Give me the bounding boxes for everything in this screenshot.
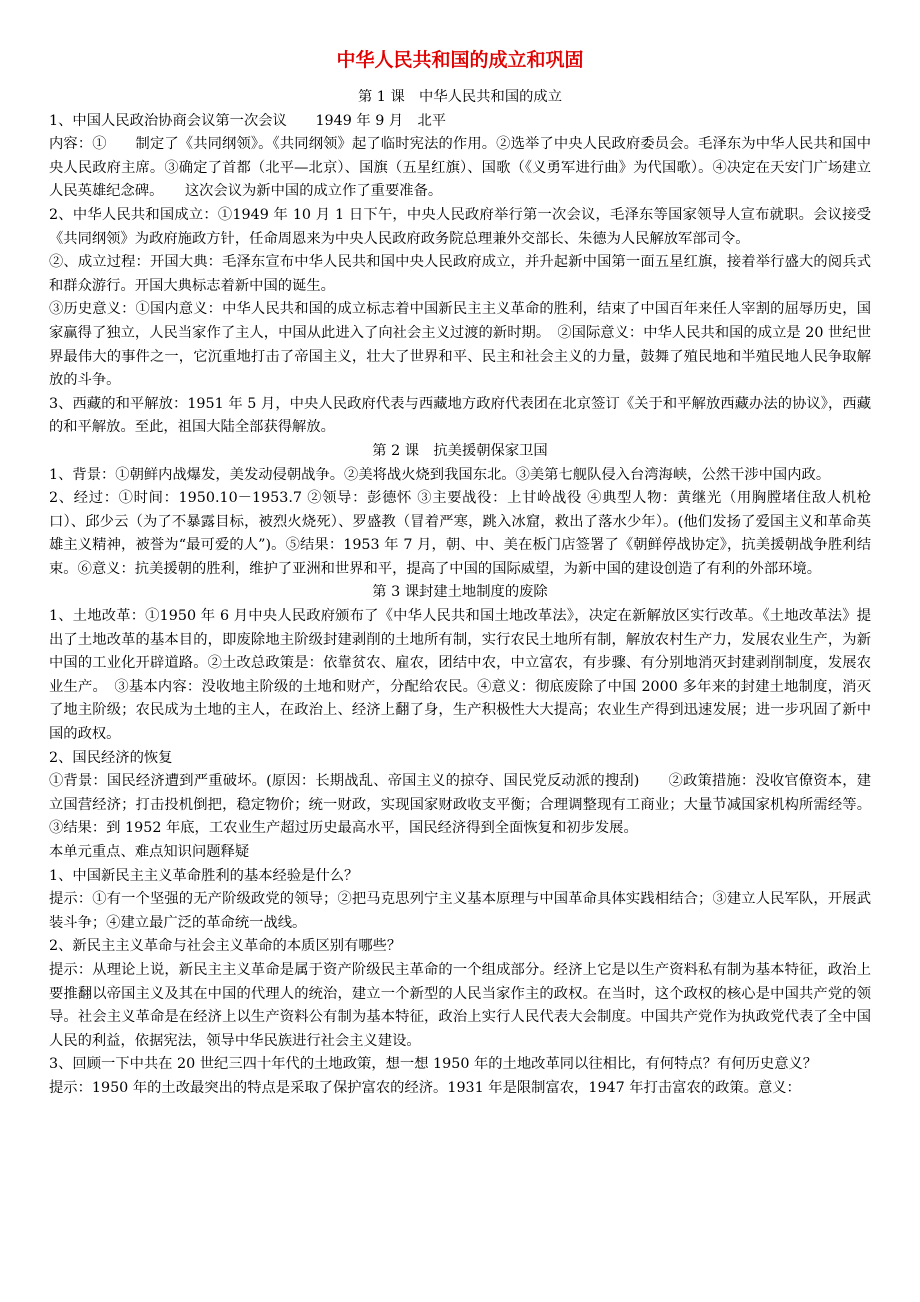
paragraph: 2、经过：①时间：1950.10－1953.7 ②领导：彭德怀 ③主要战役：上甘岭战役 ④典型人物：黄继光（用胸膛堵住敌人机枪口）、邱少云（为了不暴露目标，被烈火烧死）、罗盛教（冒着严寒，跳入冰窟，救出了落水少年）。(他们发扬了爱国主义和革命英雄主义精神，被誉为“最可爱的人”)。⑤结果：1953 年 7 月，朝、中、美在板门店签署了《朝鲜停战协定》，抗美援朝战争胜利结束。⑥意义：抗美援朝的胜利，维护了亚洲和世界和平，提高了中国的国际威望，为新中国的建设创造了有利的外部环境。 bbox=[49, 490, 871, 577]
paragraph: ③历史意义：①国内意义：中华人民共和国的成立标志着中国新民主主义革命的胜利，结束了中国百年来任人宰割的屈辱历史，国家赢得了独立，人民当家作了主人，中国从此进入了向社会主义过渡的新时期。 ②国际意义：中华人民共和国的成立是 20 世纪世界最伟大的事件之一，它沉重地打击了帝国主义，壮大了世界和平、民主和社会主义的力量，鼓舞了殖民地和半殖民地人民争取解放的斗争。 bbox=[49, 301, 871, 389]
paragraph: 2、中华人民共和国成立：①1949 年 10 月 1 日下午，中央人民政府举行第一次会议，毛泽东等国家领导人宣布就职。会议接受《共同纲领》为政府施政方针，任命周恩来为中央人民政府政务院总理兼外交部长、朱德为人民解放军部司令。 bbox=[49, 206, 871, 247]
answer: 提示：①有一个坚强的无产阶级政党的领导；②把马克思列宁主义基本原理与中国革命具体实践相结合；③建立人民军队，开展武装斗争；④建立最广泛的革命统一战线。 bbox=[49, 891, 871, 931]
document-title: 中华人民共和国的成立和巩固 bbox=[336, 49, 584, 71]
section-heading: 本单元重点、难点知识问题释疑 bbox=[49, 844, 250, 860]
lesson-1-heading: 第 1 课 中华人民共和国的成立 bbox=[357, 89, 563, 105]
paragraph: ②、成立过程：开国大典：毛泽东宣布中华人民共和国中央人民政府成立，并升起新中国第一面五星红旗，接着举行盛大的阅兵式和群众游行。开国大典标志着新中国的诞生。 bbox=[49, 254, 871, 294]
document-body bbox=[49, 86, 871, 1101]
answer: 提示：从理论上说，新民主主义革命是属于资产阶级民主革命的一个组成部分。经济上它是以生产资料私有制为基本特征，政治上要推翻以帝国主义及其在中国的代理人的统治，建立一个新型的人民当家作主的政权。在当时，这个政权的核心是中国共产党的领导。社会主义革命是在经济上以生产资料公有制为基本特征，政治上实行人民代表大会制度。中国共产党作为执政党代表了全中国人民的利益，依据宪法，领导中华民族进行社会主义建设。 bbox=[49, 961, 871, 1049]
paragraph: 1、背景：①朝鲜内战爆发，美发动侵朝战争。②美将战火烧到我国东北。③美第七舰队侵入台湾海峡，公然干涉中国内政。 bbox=[49, 466, 831, 483]
paragraph: 1、土地改革：①1950 年 6 月中央人民政府颁布了《中华人民共和国土地改革法》，决定在新解放区实行改革。《土地改革法》提出了土地改革的基本目的，即废除地主阶级封建剥削的土地所有制，实行农民土地所有制，解放农村生产力，发展农业生产，为新中国的工业化开辟道路。②土改总政策是：依靠贫农、雇农，团结中农，中立富农，有步骤、有分别地消灭封建剥削制度，发展农业生产。 ③基本内容：没收地主阶级的土地和财产，分配给农民。④意义：彻底废除了中国 2000 多年来的封建土地制度，消灭了地主阶级；农民成为土地的主人，在政治上、经济上翻了身，生产积极性大大提高；农业生产得到迅速发展；进一步巩固了新中国的政权。 bbox=[49, 608, 871, 743]
question: 1、中国新民主主义革命胜利的基本经验是什么？ bbox=[49, 867, 359, 884]
paragraph: ①背景：国民经济遭到严重破坏。(原因：长期战乱、帝国主义的掠夺、国民党反动派的搜刮) ②政策措施：没收官僚资本，建立国营经济；打击投机倒把，稳定物价；统一财政，实现国家财政收支平衡；合理调整现有工商业；大量节减国家机构所需经等。③结果：到 1952 年底，工农业生产超过历史最高水平，国民经济得到全面恢复和初步发展。 bbox=[49, 773, 871, 837]
question: 3、回顾一下中共在 20 世纪三四十年代的土地政策，想一想 1950 年的土地改革同以往相比，有何特点？有何历史意义？ bbox=[49, 1056, 818, 1073]
lesson-3-heading: 第 3 课封建土地制度的废除 bbox=[372, 584, 548, 601]
answer: 提示：1950 年的土改最突出的特点是采取了保护富农的经济。1931 年是限制富农，1947 年打击富农的政策。意义： bbox=[49, 1079, 801, 1096]
paragraph: 3、西藏的和平解放：1951 年 5 月，中央人民政府代表与西藏地方政府代表团在北京签订《关于和平解放西藏办法的协议》，西藏的和平解放。至此，祖国大陆全部获得解放。 bbox=[49, 395, 871, 436]
paragraph: 内容：① 制定了《共同纲领》。《共同纲领》起了临时宪法的作用。②选举了中央人民政府委员会。毛泽东为中华人民共和国中央人民政府主席。③确定了首都（北平—北京）、国旗（五星红旗）、国歌（《义勇军进行曲》为代国歌）。④决定在天安门广场建立人民英雄纪念碑。 这次会议为新中国的成立作了重要准备。 bbox=[49, 136, 871, 200]
lesson-2-heading: 第 2 课 抗美援朝保家卫国 bbox=[372, 442, 548, 459]
paragraph: 2、国民经济的恢复 bbox=[49, 749, 173, 766]
paragraph: 1、中国人民政治协商会议第一次会议 1949 年 9 月 北平 bbox=[49, 112, 447, 129]
question: 2、新民主主义革命与社会主义革命的本质区别有哪些？ bbox=[49, 938, 402, 955]
